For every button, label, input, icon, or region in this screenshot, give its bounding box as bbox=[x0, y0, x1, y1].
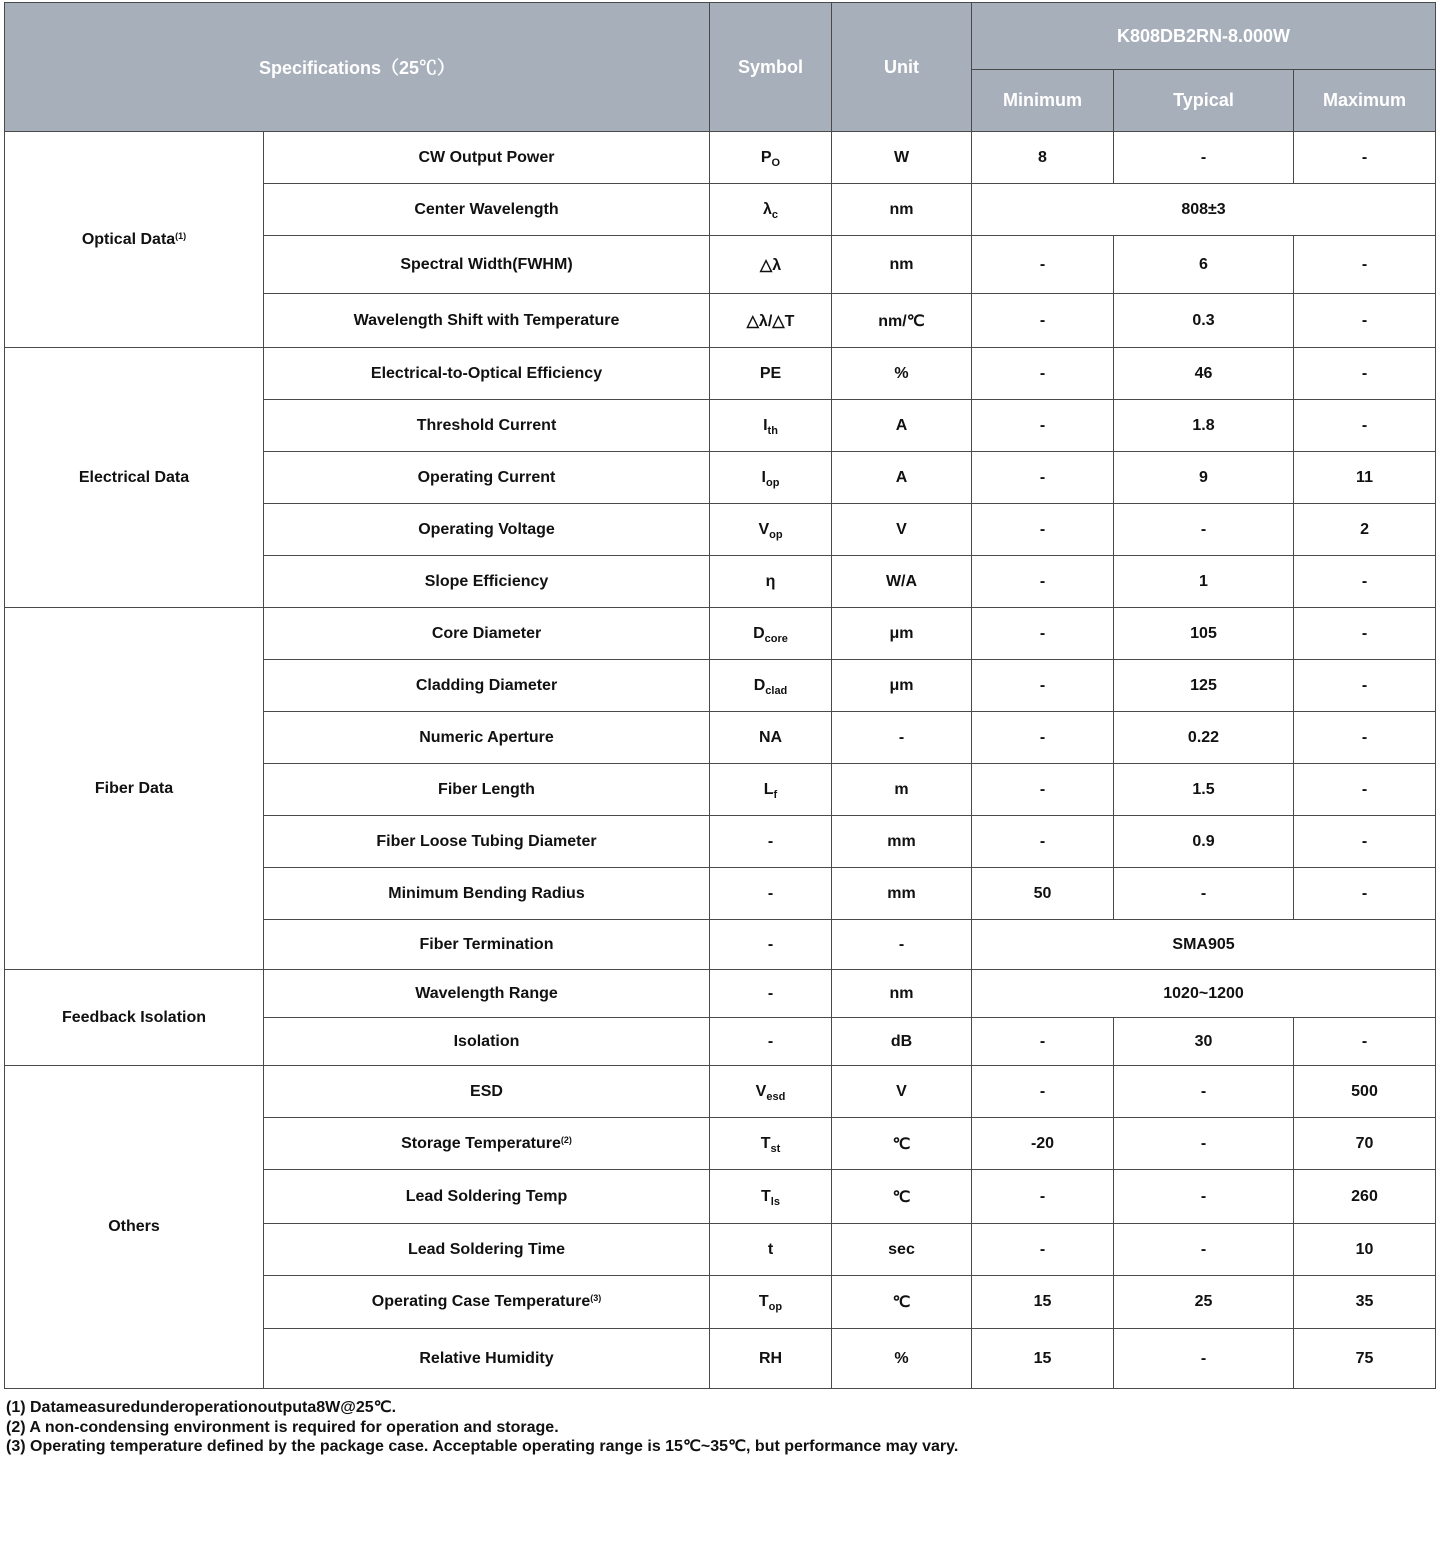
unit-cell: mm bbox=[832, 868, 972, 920]
param-name: Operating Case Temperature bbox=[371, 1293, 591, 1310]
table-row bbox=[5, 132, 1436, 184]
typ-cell: 30 bbox=[1114, 1018, 1294, 1066]
param-cell bbox=[264, 764, 710, 816]
param-name: Electrical-to-Optical Efficiency bbox=[370, 364, 603, 382]
min-cell: - bbox=[972, 608, 1114, 660]
max-cell: - bbox=[1294, 608, 1436, 660]
symbol-cell bbox=[710, 452, 832, 504]
param-name: Fiber Termination bbox=[419, 935, 554, 953]
header-symbol: Symbol bbox=[710, 3, 832, 132]
max-cell: 70 bbox=[1294, 1118, 1436, 1170]
symbol-main: λ bbox=[762, 200, 772, 218]
typ-cell: 1 bbox=[1114, 556, 1294, 608]
header-specifications: Specifications（25℃） bbox=[5, 3, 710, 132]
symbol-cell bbox=[710, 1066, 832, 1118]
symbol-cell bbox=[710, 184, 832, 236]
unit-cell: nm bbox=[832, 236, 972, 294]
symbol-sub: c bbox=[771, 208, 779, 221]
param-name: Slope Efficiency bbox=[424, 572, 549, 590]
min-cell: - bbox=[972, 1066, 1114, 1118]
unit-cell: μm bbox=[832, 660, 972, 712]
max-cell: - bbox=[1294, 556, 1436, 608]
param-cell bbox=[264, 920, 710, 970]
min-cell: 15 bbox=[972, 1329, 1114, 1389]
typ-cell: - bbox=[1114, 1170, 1294, 1224]
unit-cell: - bbox=[832, 920, 972, 970]
param-name: Storage Temperature bbox=[401, 1134, 561, 1152]
typ-cell: - bbox=[1114, 1118, 1294, 1170]
max-cell: - bbox=[1294, 236, 1436, 294]
min-cell: - bbox=[972, 294, 1114, 348]
footnote-1: (1) Datameasuredunderoperationoutputa8W@25℃. bbox=[6, 1399, 397, 1416]
typ-cell: 6 bbox=[1114, 236, 1294, 294]
param-cell bbox=[264, 1329, 710, 1389]
symbol-cell bbox=[710, 816, 832, 868]
group-note-mark: (1) bbox=[175, 230, 187, 241]
min-cell: - bbox=[972, 1170, 1114, 1224]
max-cell: - bbox=[1294, 400, 1436, 452]
param-cell bbox=[264, 660, 710, 712]
min-cell: - bbox=[972, 764, 1114, 816]
max-cell: - bbox=[1294, 712, 1436, 764]
param-name: Wavelength Shift with Temperature bbox=[353, 311, 620, 329]
unit-cell: V bbox=[832, 1066, 972, 1118]
symbol-main: - bbox=[767, 984, 774, 1002]
symbol-cell bbox=[710, 556, 832, 608]
unit-cell: m bbox=[832, 764, 972, 816]
unit-cell: dB bbox=[832, 1018, 972, 1066]
min-cell: -20 bbox=[972, 1118, 1114, 1170]
header-model: K808DB2RN-8.000W bbox=[972, 3, 1436, 70]
symbol-cell bbox=[710, 660, 832, 712]
unit-cell: sec bbox=[832, 1224, 972, 1276]
group-label bbox=[5, 970, 264, 1066]
symbol-cell bbox=[710, 400, 832, 452]
param-cell bbox=[264, 504, 710, 556]
param-name: Fiber Length bbox=[438, 780, 535, 798]
header-unit: Unit bbox=[832, 3, 972, 132]
param-name: Relative Humidity bbox=[419, 1349, 554, 1367]
symbol-cell bbox=[710, 608, 832, 660]
unit-cell: % bbox=[832, 348, 972, 400]
unit-cell: W/A bbox=[832, 556, 972, 608]
typ-cell: 1.8 bbox=[1114, 400, 1294, 452]
symbol-main: - bbox=[767, 832, 774, 850]
unit-cell: mm bbox=[832, 816, 972, 868]
symbol-main: L bbox=[763, 780, 774, 798]
param-cell bbox=[264, 400, 710, 452]
symbol-sub: esd bbox=[766, 1090, 786, 1103]
typ-cell: - bbox=[1114, 1329, 1294, 1389]
max-cell: - bbox=[1294, 764, 1436, 816]
param-name: Minimum Bending Radius bbox=[388, 884, 585, 902]
symbol-cell bbox=[710, 504, 832, 556]
max-cell: 10 bbox=[1294, 1224, 1436, 1276]
param-name: Cladding Diameter bbox=[415, 676, 558, 694]
param-cell bbox=[264, 1276, 710, 1329]
min-cell: - bbox=[972, 1018, 1114, 1066]
max-cell: 500 bbox=[1294, 1066, 1436, 1118]
unit-cell: % bbox=[832, 1329, 972, 1389]
max-cell: 2 bbox=[1294, 504, 1436, 556]
unit-cell: V bbox=[832, 504, 972, 556]
symbol-cell bbox=[710, 348, 832, 400]
symbol-main: t bbox=[767, 1240, 774, 1258]
typ-cell: 46 bbox=[1114, 348, 1294, 400]
table-row bbox=[5, 348, 1436, 400]
symbol-main: △λ/△T bbox=[746, 312, 795, 330]
header-minimum: Minimum bbox=[972, 70, 1114, 132]
unit-cell: A bbox=[832, 452, 972, 504]
symbol-cell bbox=[710, 132, 832, 184]
symbol-sub: clad bbox=[765, 684, 788, 697]
symbol-cell bbox=[710, 1329, 832, 1389]
param-name: Fiber Loose Tubing Diameter bbox=[376, 832, 597, 850]
param-cell bbox=[264, 236, 710, 294]
symbol-main: I bbox=[763, 416, 768, 434]
value-span-cell: 808±3 bbox=[972, 184, 1436, 236]
param-name: Lead Soldering Time bbox=[407, 1240, 566, 1258]
min-cell: - bbox=[972, 556, 1114, 608]
typ-cell: 125 bbox=[1114, 660, 1294, 712]
param-cell bbox=[264, 816, 710, 868]
unit-cell: W bbox=[832, 132, 972, 184]
group-label bbox=[5, 608, 264, 970]
param-cell bbox=[264, 1118, 710, 1170]
param-name: Core Diameter bbox=[431, 624, 542, 642]
header-maximum: Maximum bbox=[1294, 70, 1436, 132]
symbol-cell bbox=[710, 294, 832, 348]
value-span-cell: SMA905 bbox=[972, 920, 1436, 970]
unit-cell: μm bbox=[832, 608, 972, 660]
max-cell: - bbox=[1294, 816, 1436, 868]
unit-cell: nm bbox=[832, 970, 972, 1018]
symbol-sub: th bbox=[767, 424, 778, 437]
min-cell: 8 bbox=[972, 132, 1114, 184]
max-cell: 11 bbox=[1294, 452, 1436, 504]
typ-cell: 0.3 bbox=[1114, 294, 1294, 348]
symbol-cell bbox=[710, 1224, 832, 1276]
param-name: Spectral Width(FWHM) bbox=[400, 255, 573, 273]
max-cell: - bbox=[1294, 132, 1436, 184]
symbol-cell bbox=[710, 920, 832, 970]
min-cell: - bbox=[972, 816, 1114, 868]
param-name: Isolation bbox=[453, 1032, 520, 1050]
group-label bbox=[5, 1066, 264, 1389]
typ-cell: - bbox=[1114, 868, 1294, 920]
symbol-sub: op bbox=[768, 1301, 783, 1313]
typ-cell: - bbox=[1114, 1066, 1294, 1118]
symbol-main: T bbox=[758, 1293, 769, 1310]
typ-cell: 1.5 bbox=[1114, 764, 1294, 816]
param-cell bbox=[264, 1224, 710, 1276]
max-cell: 75 bbox=[1294, 1329, 1436, 1389]
symbol-main: NA bbox=[758, 728, 783, 746]
group-label-text: Fiber Data bbox=[94, 779, 174, 797]
param-cell bbox=[264, 132, 710, 184]
typ-cell: - bbox=[1114, 132, 1294, 184]
min-cell: - bbox=[972, 1224, 1114, 1276]
unit-cell: nm bbox=[832, 184, 972, 236]
typ-cell: 0.22 bbox=[1114, 712, 1294, 764]
group-label-text: Others bbox=[108, 1218, 160, 1235]
param-cell bbox=[264, 1170, 710, 1224]
table-row bbox=[5, 970, 1436, 1018]
symbol-cell bbox=[710, 1276, 832, 1329]
symbol-sub: op bbox=[766, 476, 780, 489]
symbol-main: V bbox=[758, 520, 770, 538]
typ-cell: - bbox=[1114, 504, 1294, 556]
max-cell: 35 bbox=[1294, 1276, 1436, 1329]
param-cell bbox=[264, 1066, 710, 1118]
param-cell bbox=[264, 1018, 710, 1066]
unit-cell: ℃ bbox=[832, 1170, 972, 1224]
param-note-mark: (2) bbox=[560, 1134, 572, 1145]
unit-cell: ℃ bbox=[832, 1276, 972, 1329]
group-label-text: Electrical Data bbox=[78, 468, 190, 486]
param-name: Operating Current bbox=[417, 468, 556, 486]
max-cell: 260 bbox=[1294, 1170, 1436, 1224]
header-typical: Typical bbox=[1114, 70, 1294, 132]
group-label bbox=[5, 132, 264, 348]
param-name: Center Wavelength bbox=[414, 200, 559, 218]
param-name: CW Output Power bbox=[418, 148, 555, 166]
symbol-main: I bbox=[761, 468, 766, 486]
table-header bbox=[5, 3, 1436, 132]
table-row bbox=[5, 608, 1436, 660]
param-name: Threshold Current bbox=[416, 416, 557, 434]
symbol-cell bbox=[710, 868, 832, 920]
param-cell bbox=[264, 452, 710, 504]
symbol-cell bbox=[710, 1170, 832, 1224]
param-name: Operating Voltage bbox=[418, 520, 555, 538]
min-cell: - bbox=[972, 348, 1114, 400]
group-label bbox=[5, 348, 264, 608]
typ-cell: 105 bbox=[1114, 608, 1294, 660]
group-label-text: Feedback Isolation bbox=[61, 1008, 207, 1026]
symbol-cell bbox=[710, 236, 832, 294]
symbol-sub: f bbox=[773, 788, 778, 801]
param-cell bbox=[264, 348, 710, 400]
max-cell: - bbox=[1294, 1018, 1436, 1066]
min-cell: - bbox=[972, 712, 1114, 764]
symbol-cell bbox=[710, 970, 832, 1018]
symbol-main: PE bbox=[759, 364, 782, 382]
param-name: Numeric Aperture bbox=[419, 728, 554, 746]
max-cell: - bbox=[1294, 348, 1436, 400]
table-row bbox=[5, 1066, 1436, 1118]
spec-table bbox=[4, 2, 1436, 1389]
param-cell bbox=[264, 712, 710, 764]
min-cell: 50 bbox=[972, 868, 1114, 920]
param-note-mark: (3) bbox=[590, 1293, 602, 1303]
symbol-main: - bbox=[767, 935, 774, 953]
symbol-sub: O bbox=[771, 156, 781, 169]
max-cell: - bbox=[1294, 868, 1436, 920]
symbol-cell bbox=[710, 1018, 832, 1066]
min-cell: - bbox=[972, 452, 1114, 504]
typ-cell: - bbox=[1114, 1224, 1294, 1276]
symbol-main: T bbox=[761, 1187, 771, 1205]
param-name: Lead Soldering Temp bbox=[405, 1187, 568, 1205]
param-cell bbox=[264, 970, 710, 1018]
param-name: ESD bbox=[470, 1082, 503, 1100]
param-cell bbox=[264, 294, 710, 348]
footnote-2: (2) A non-condensing environment is required for operation and storage. bbox=[6, 1418, 559, 1436]
symbol-cell bbox=[710, 1118, 832, 1170]
unit-cell: ℃ bbox=[832, 1118, 972, 1170]
param-cell bbox=[264, 556, 710, 608]
min-cell: - bbox=[972, 660, 1114, 712]
unit-cell: A bbox=[832, 400, 972, 452]
symbol-sub: ls bbox=[770, 1195, 780, 1208]
symbol-main: P bbox=[760, 148, 772, 166]
min-cell: - bbox=[972, 236, 1114, 294]
symbol-sub: core bbox=[764, 632, 788, 645]
symbol-cell bbox=[710, 712, 832, 764]
min-cell: - bbox=[972, 504, 1114, 556]
symbol-main: D bbox=[753, 676, 766, 694]
unit-cell: nm/℃ bbox=[832, 294, 972, 348]
symbol-main: D bbox=[753, 624, 765, 642]
symbol-main: η bbox=[765, 572, 776, 590]
footnote-3: (3) Operating temperature defined by the package case. Acceptable operating range is 15℃~35℃, but performance may vary. bbox=[6, 1438, 959, 1455]
symbol-sub: op bbox=[769, 528, 783, 541]
symbol-cell bbox=[710, 764, 832, 816]
symbol-main: - bbox=[767, 1032, 774, 1050]
symbol-main: T bbox=[760, 1134, 771, 1152]
symbol-main: V bbox=[755, 1082, 767, 1100]
param-cell bbox=[264, 608, 710, 660]
value-span-cell: 1020~1200 bbox=[972, 970, 1436, 1018]
min-cell: - bbox=[972, 400, 1114, 452]
symbol-sub: st bbox=[770, 1142, 781, 1155]
max-cell: - bbox=[1294, 294, 1436, 348]
max-cell: - bbox=[1294, 660, 1436, 712]
table-body bbox=[5, 132, 1436, 1389]
unit-cell: - bbox=[832, 712, 972, 764]
param-cell bbox=[264, 184, 710, 236]
symbol-main: △λ bbox=[759, 256, 782, 274]
typ-cell: 25 bbox=[1114, 1276, 1294, 1329]
symbol-main: - bbox=[767, 884, 774, 902]
param-name: Wavelength Range bbox=[415, 984, 558, 1002]
min-cell: 15 bbox=[972, 1276, 1114, 1329]
typ-cell: 0.9 bbox=[1114, 816, 1294, 868]
param-cell bbox=[264, 868, 710, 920]
footnotes bbox=[6, 1398, 958, 1457]
symbol-main: RH bbox=[758, 1349, 783, 1367]
typ-cell: 9 bbox=[1114, 452, 1294, 504]
group-label-text: Optical Data bbox=[81, 230, 176, 248]
